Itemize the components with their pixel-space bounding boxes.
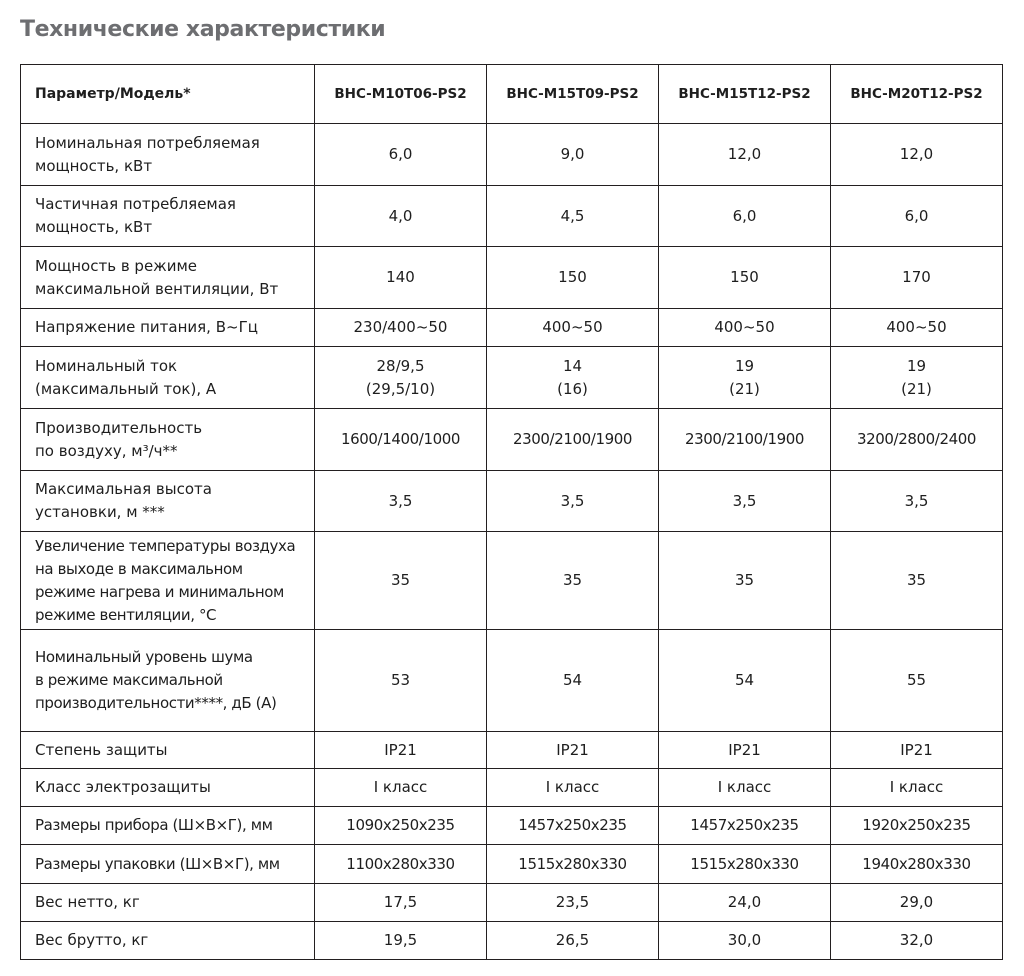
value-cell: 1457x250x235 (487, 807, 659, 845)
value-cell: 400~50 (831, 309, 1003, 347)
param-label: Максимальная высота установки, м *** (35, 480, 212, 521)
value-cell: 3,5 (315, 471, 487, 532)
value-cell: 6,0 (659, 186, 831, 247)
model-header: BHC-M20T12-PS2 (831, 65, 1003, 124)
value-text: 19 (21) (901, 356, 932, 398)
value-cell: 6,0 (831, 186, 1003, 247)
value-cell: 3,5 (831, 471, 1003, 532)
param-label: Вес нетто, кг (35, 893, 140, 911)
value-cell: 1100x280x330 (315, 845, 487, 884)
param-label: Мощность в режиме максимальной вентиляции, Вт (35, 256, 279, 298)
param-label: Номинальная потребляемая мощность, кВт (35, 133, 260, 175)
value-cell: IP21 (831, 732, 1003, 769)
value-cell: I класс (487, 769, 659, 807)
table-row (21, 884, 1003, 922)
value-cell: 35 (659, 532, 831, 630)
table-row (21, 309, 1003, 347)
param-label: Вес брутто, кг (35, 931, 149, 949)
param-cell (21, 922, 315, 960)
param-cell (21, 532, 315, 630)
value-cell: 35 (487, 532, 659, 630)
value-cell: 140 (315, 247, 487, 309)
value-cell: 29,0 (831, 884, 1003, 922)
value-cell: I класс (315, 769, 487, 807)
model-header: BHC-M10T06-PS2 (315, 65, 487, 124)
value-cell: 35 (831, 532, 1003, 630)
table-row (21, 409, 1003, 471)
param-label: Размеры упаковки (Ш×В×Г), мм (35, 854, 280, 873)
model-header: BHC-M15T09-PS2 (487, 65, 659, 124)
value-cell: 3,5 (659, 471, 831, 532)
param-cell (21, 769, 315, 807)
value-cell: 12,0 (831, 124, 1003, 186)
value-cell: 400~50 (659, 309, 831, 347)
param-label: Номинальный ток (максимальный ток), А (35, 356, 217, 398)
value-cell: 2300/2100/1900 (659, 409, 831, 471)
value-cell: 17,5 (315, 884, 487, 922)
value-cell: I класс (831, 769, 1003, 807)
value-cell: 150 (659, 247, 831, 309)
value-cell: 1940x280x330 (831, 845, 1003, 884)
table-row (21, 845, 1003, 884)
param-label: Степень защиты (35, 740, 168, 759)
value-cell: 150 (487, 247, 659, 309)
param-cell (21, 884, 315, 922)
value-cell: 1515x280x330 (659, 845, 831, 884)
table-row (21, 124, 1003, 186)
param-cell (21, 732, 315, 769)
value-cell: 2300/2100/1900 (487, 409, 659, 471)
value-cell (315, 347, 487, 409)
value-cell: 23,5 (487, 884, 659, 922)
value-cell: IP21 (315, 732, 487, 769)
param-cell (21, 309, 315, 347)
value-cell: 54 (659, 630, 831, 732)
param-label: Увеличение температуры воздуха на выходе в максимальном режиме нагрева и минимальном режиме вентиляции, °C (35, 536, 296, 624)
value-cell: 30,0 (659, 922, 831, 960)
value-cell (831, 347, 1003, 409)
param-cell (21, 409, 315, 471)
param-cell (21, 807, 315, 845)
spec-table (20, 64, 1003, 960)
value-cell: 54 (487, 630, 659, 732)
table-row (21, 922, 1003, 960)
value-cell: 230/400~50 (315, 309, 487, 347)
value-text: 14 (16) (557, 356, 588, 398)
value-cell: 1457x250x235 (659, 807, 831, 845)
value-cell: 53 (315, 630, 487, 732)
value-cell: 3,5 (487, 471, 659, 532)
param-label: Производительность по воздуху, м³/ч** (35, 418, 203, 460)
table-row (21, 769, 1003, 807)
table-row (21, 532, 1003, 630)
table-row (21, 807, 1003, 845)
table-row (21, 471, 1003, 532)
value-cell: 9,0 (487, 124, 659, 186)
param-label: Класс электрозащиты (35, 778, 211, 796)
value-text: 28/9,5 (29,5/10) (365, 356, 436, 398)
value-cell: 24,0 (659, 884, 831, 922)
table-row (21, 247, 1003, 309)
value-cell: 35 (315, 532, 487, 630)
value-cell: 19,5 (315, 922, 487, 960)
table-header-row (21, 65, 1003, 124)
value-cell: IP21 (659, 732, 831, 769)
value-cell: IP21 (487, 732, 659, 769)
table-row (21, 732, 1003, 769)
value-cell: I класс (659, 769, 831, 807)
value-cell: 400~50 (487, 309, 659, 347)
table-row (21, 186, 1003, 247)
value-cell: 55 (831, 630, 1003, 732)
param-column-header: Параметр/Модель* (21, 65, 315, 124)
param-cell (21, 845, 315, 884)
value-cell: 1600/1400/1000 (315, 409, 487, 471)
value-cell (659, 347, 831, 409)
param-label: Номинальный уровень шума в режиме максимальной производительности****, дБ (А) (35, 648, 277, 712)
value-cell: 1090x250x235 (315, 807, 487, 845)
page-title: Технические характеристики (20, 17, 386, 42)
value-text: 19 (21) (729, 356, 760, 398)
param-label: Напряжение питания, В~Гц (35, 318, 258, 336)
param-cell (21, 347, 315, 409)
value-cell: 4,5 (487, 186, 659, 247)
param-label: Частичная потребляемая мощность, кВт (35, 195, 236, 236)
value-cell: 1920x250x235 (831, 807, 1003, 845)
value-cell: 32,0 (831, 922, 1003, 960)
value-cell: 4,0 (315, 186, 487, 247)
value-cell: 3200/2800/2400 (831, 409, 1003, 471)
value-cell: 26,5 (487, 922, 659, 960)
value-cell: 1515x280x330 (487, 845, 659, 884)
value-cell: 12,0 (659, 124, 831, 186)
value-cell: 6,0 (315, 124, 487, 186)
model-header: BHC-M15T12-PS2 (659, 65, 831, 124)
param-cell (21, 471, 315, 532)
param-cell (21, 186, 315, 247)
param-cell (21, 630, 315, 732)
param-cell (21, 124, 315, 186)
table-row (21, 630, 1003, 732)
table-row (21, 347, 1003, 409)
param-label: Размеры прибора (Ш×В×Г), мм (35, 816, 273, 834)
param-cell (21, 247, 315, 309)
value-cell (487, 347, 659, 409)
value-cell: 170 (831, 247, 1003, 309)
